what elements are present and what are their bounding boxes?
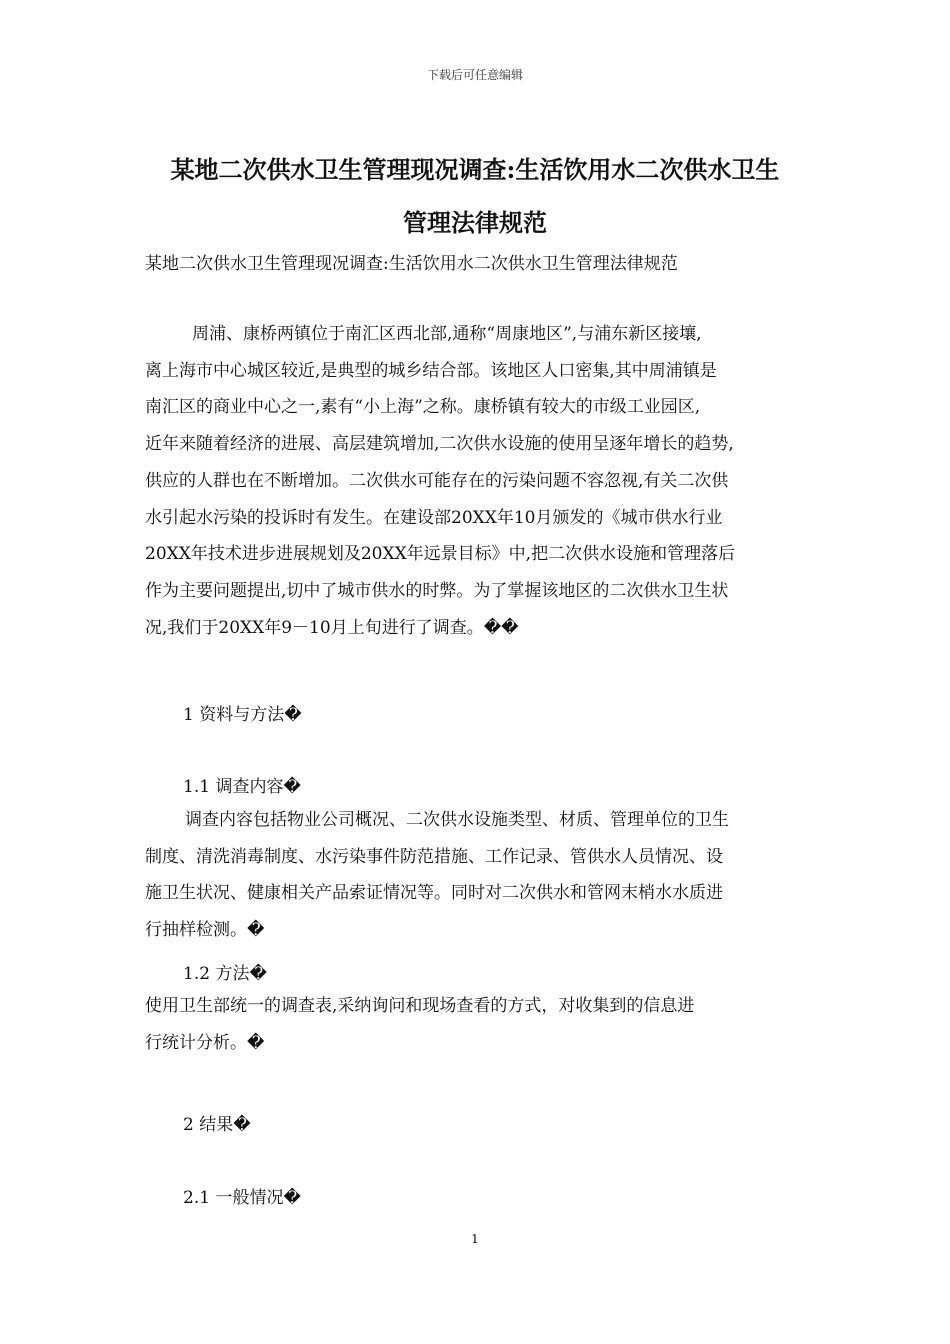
section-heading-1: 1 资料与方法� [183,705,302,725]
method-paragraph [145,988,810,1061]
intro-paragraph [145,316,810,646]
paragraph-line: 施卫生状况、健康相关产品索证情况等。同时对二次供水和管网末梢水水质进 [145,883,723,904]
paragraph-line: 20XX年技术进步进展规划及20XX年远景目标》中,把二次供水设施和管理落后 [145,544,736,565]
paragraph-line: 作为主要问题提出,切中了城市供水的时弊。为了掌握该地区的二次供水卫生状 [145,580,729,601]
paragraph-line: 调查内容包括物业公司概况、二次供水设施类型、材质、管理单位的卫生 [185,810,729,830]
header-note: 下载后可任意编辑 [426,68,523,82]
paragraph-line: 周浦、康桥两镇位于南汇区西北部,通称“周康地区”,与浦东新区接壤, [192,324,702,344]
section-heading-1-2: 1.2 方法� [183,964,267,984]
page-number: 1 [471,1232,479,1246]
paragraph-line: 近年来随着经济的进展、高层建筑增加,二次供水设施的使用呈逐年增长的趋势, [145,434,734,455]
document-subtitle: 某地二次供水卫生管理现况调查:生活饮用水二次供水卫生管理法律规范 [145,254,678,274]
document-title-line-2: 管理法律规范 [403,208,547,237]
paragraph-line: 制度、清洗消毒制度、水污染事件防范措施、工作记录、管供水人员情况、设 [145,846,723,867]
paragraph-line: 水引起水污染的投诉时有发生。在建设部20XX年10月颁发的《城市供水行业 [145,507,723,528]
paragraph-line: 况,我们于20XX年9－10月上旬进行了调查。�� [145,617,519,638]
paragraph-line: 行统计分析。� [145,1032,265,1053]
paragraph-line: 使用卫生部统一的调查表,采纳询问和现场查看的方式，对收集到的信息进 [145,996,695,1016]
paragraph-line: 离上海市中心城区较近,是典型的城乡结合部。该地区人口密集,其中周浦镇是 [145,360,717,381]
section-heading-2-1: 2.1 一般情况� [183,1188,301,1208]
content-paragraph [145,802,810,949]
paragraph-line: 供应的人群也在不断增加。二次供水可能存在的污染问题不容忽视,有关二次供 [145,470,729,491]
paragraph-line: 南汇区的商业中心之一,素有“小上海”之称。康桥镇有较大的市级工业园区, [145,397,701,418]
paragraph-line: 行抽样检测。� [145,920,265,941]
document-title-line-1: 某地二次供水卫生管理现况调查:生活饮用水二次供水卫生 [170,155,780,184]
section-heading-2: 2 结果� [183,1115,251,1135]
section-heading-1-1: 1.1 调查内容� [183,777,301,797]
